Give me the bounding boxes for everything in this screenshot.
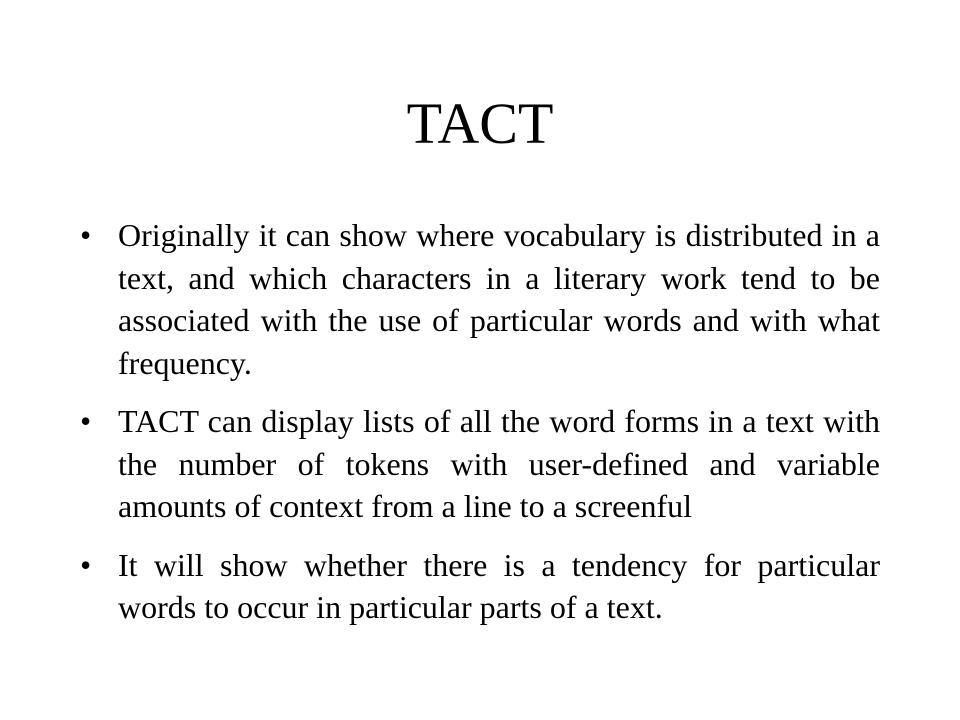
bullet-text: Originally it can show where vocabulary is distributed in a text, and which characters in a literary work tend to be associated with the use of particular words and with what frequency. (118, 217, 880, 381)
bullet-icon: • (80, 403, 92, 439)
bullet-icon: • (80, 217, 92, 253)
bullet-text: TACT can display lists of all the word forms in a text with the number of tokens with user-defined and variable amounts of context from a line to a screenful (118, 403, 880, 524)
bullet-item (80, 214, 880, 384)
slide-title: TACT (406, 91, 554, 156)
bullet-text: It will show whether there is a tendency for particular words to occur in particular parts of a text. (118, 546, 880, 625)
bullet-list (80, 214, 880, 629)
bullet-item (80, 400, 880, 528)
bullet-icon: • (80, 546, 92, 583)
bullet-item (80, 544, 880, 629)
